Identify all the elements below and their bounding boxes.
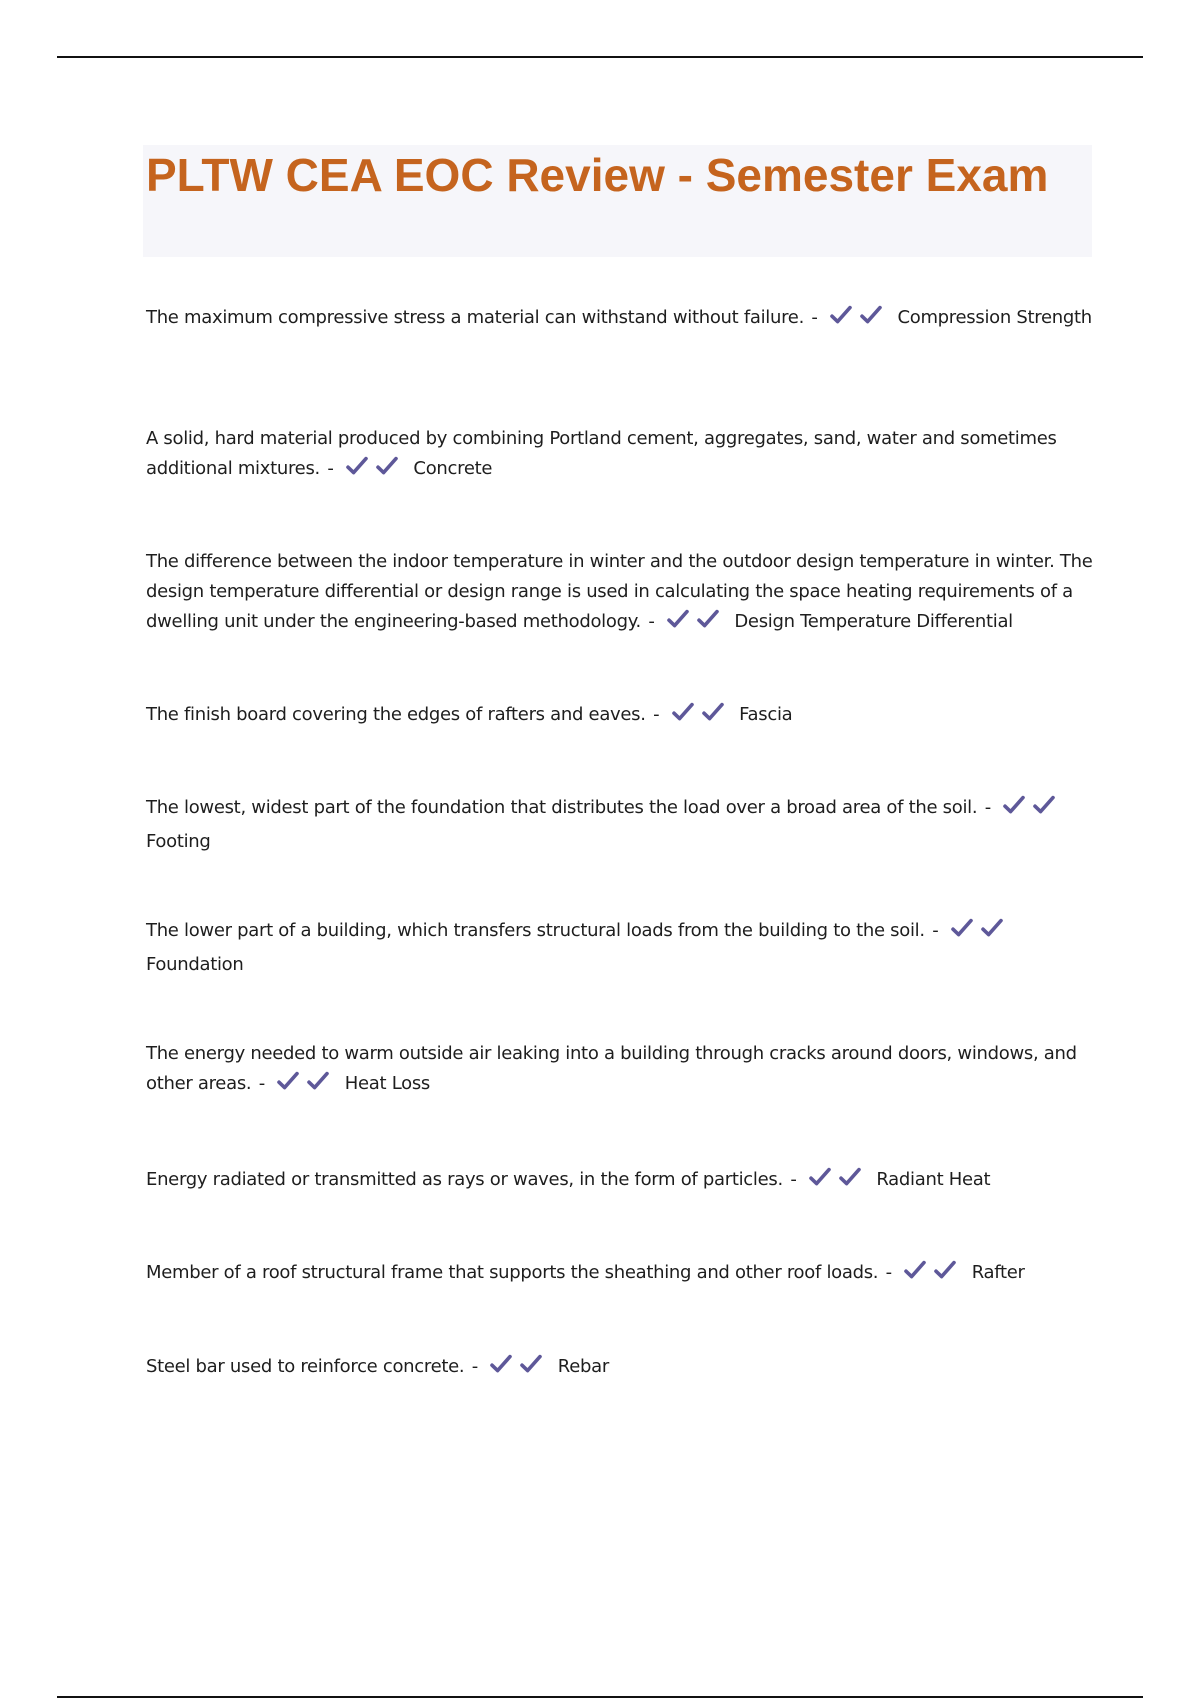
flashcard-question: The difference between the indoor temperature in winter and the outdoor design temperature in winter. The design temperature differential or design range is used in calculating the space heating requirements of a dwelling unit under the engineering-based methodology. [146, 551, 1093, 632]
checkmark-icon [519, 1352, 543, 1376]
checkmark-icon [950, 916, 974, 940]
checkmark-icon [489, 1352, 513, 1376]
flashcard-answer: Rafter [971, 1262, 1025, 1283]
flashcard-answer: Foundation [146, 954, 244, 975]
separator: - [258, 1073, 265, 1094]
separator: - [811, 307, 818, 328]
separator: - [885, 1262, 892, 1283]
flashcard-item [146, 916, 1096, 980]
flashcard-answer: Compression Strength [897, 307, 1092, 328]
checkmark-icon [306, 1069, 330, 1093]
check-marks [671, 700, 731, 734]
check-marks [666, 607, 726, 641]
check-marks [489, 1352, 549, 1386]
flashcard-answer: Concrete [413, 458, 493, 479]
flashcard-item [146, 424, 1096, 488]
check-marks [903, 1258, 963, 1292]
checkmark-icon [808, 1165, 832, 1189]
flashcard-question: Member of a roof structural frame that supports the sheathing and other roof loads. [146, 1262, 879, 1283]
flashcard-question: The lower part of a building, which transfers structural loads from the building to the soil. [146, 920, 925, 941]
flashcard-answer: Radiant Heat [876, 1169, 991, 1190]
checkmark-icon [345, 454, 369, 478]
flashcard-answer: Rebar [557, 1356, 609, 1377]
flashcard-answer: Fascia [739, 704, 793, 725]
checkmark-icon [1032, 793, 1056, 817]
check-marks [808, 1165, 868, 1199]
flashcard-question: Steel bar used to reinforce concrete. [146, 1356, 465, 1377]
separator: - [984, 797, 991, 818]
checkmark-icon [276, 1069, 300, 1093]
flashcard-item [146, 793, 1096, 857]
flashcard-question: Energy radiated or transmitted as rays or waves, in the form of particles. [146, 1169, 783, 1190]
flashcard-question: The finish board covering the edges of rafters and eaves. [146, 704, 646, 725]
checkmark-icon [838, 1165, 862, 1189]
title-block [143, 145, 1092, 257]
check-marks [829, 303, 889, 337]
flashcard-item [146, 547, 1096, 641]
flashcard-item [146, 1352, 1096, 1386]
flashcard-answer: Design Temperature Differential [734, 611, 1013, 632]
separator: - [471, 1356, 478, 1377]
check-marks [950, 916, 1010, 950]
checkmark-icon [375, 454, 399, 478]
flashcard-item [146, 1258, 1096, 1292]
checkmark-icon [903, 1258, 927, 1282]
separator: - [790, 1169, 797, 1190]
checkmark-icon [1002, 793, 1026, 817]
flashcard-item [146, 1039, 1096, 1103]
checkmark-icon [696, 607, 720, 631]
checkmark-icon [701, 700, 725, 724]
checkmark-icon [933, 1258, 957, 1282]
checkmark-icon [671, 700, 695, 724]
flashcard-answer: Footing [146, 831, 211, 852]
flashcard-question: A solid, hard material produced by combining Portland cement, aggregates, sand, water and sometimes additional mixtures. [146, 428, 1057, 479]
flashcard-question: The lowest, widest part of the foundation that distributes the load over a broad area of the soil. [146, 797, 978, 818]
separator: - [327, 458, 334, 479]
checkmark-icon [980, 916, 1004, 940]
check-marks [276, 1069, 336, 1103]
check-marks [1002, 793, 1062, 827]
flashcard-question: The maximum compressive stress a material can withstand without failure. [146, 307, 804, 328]
separator: - [932, 920, 939, 941]
checkmark-icon [829, 303, 853, 327]
flashcard-item [146, 1165, 1096, 1199]
separator: - [653, 704, 660, 725]
check-marks [345, 454, 405, 488]
bottom-rule [57, 1696, 1143, 1698]
page-title: PLTW CEA EOC Review - Semester Exam [146, 149, 1049, 201]
flashcard-item [146, 303, 1096, 337]
flashcard-question: The energy needed to warm outside air leaking into a building through cracks around doors, windows, and other areas. [146, 1043, 1077, 1094]
flashcard-item [146, 700, 1096, 734]
flashcard-answer: Heat Loss [344, 1073, 430, 1094]
separator: - [648, 611, 655, 632]
top-rule [57, 56, 1143, 58]
checkmark-icon [859, 303, 883, 327]
checkmark-icon [666, 607, 690, 631]
